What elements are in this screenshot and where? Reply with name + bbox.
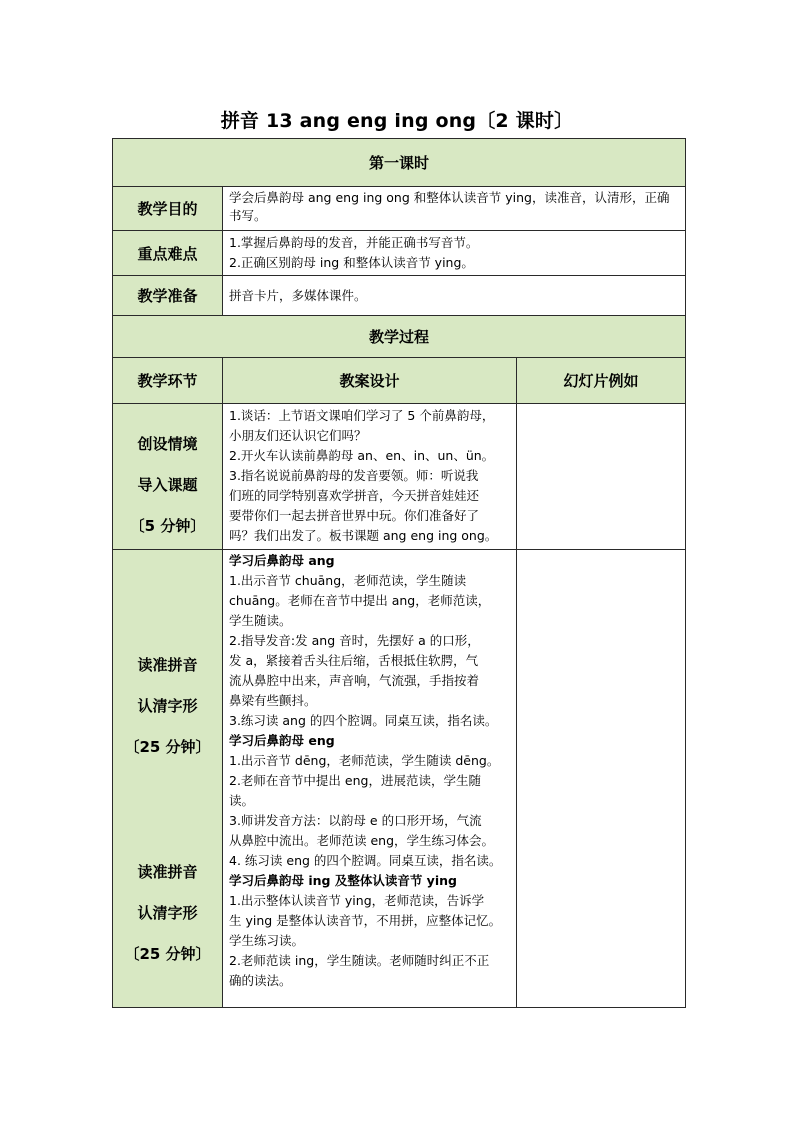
stage2-label-line: 认清字形	[137, 697, 198, 715]
stage1-slides	[517, 404, 686, 550]
stage2-line: 发 a，紧接着舌头往后缩，舌根抵住软腭，气	[229, 653, 479, 668]
stage1-content	[223, 404, 517, 550]
stage2-line: 确的读法。	[229, 973, 292, 988]
column-header-slides: 幻灯片例如	[517, 358, 686, 404]
stage2-line: 1.出示音节 chuāng，老师范读，学生随读	[229, 573, 467, 588]
stage1-line: 3.指名说说前鼻韵母的发音要领。师：听说我	[229, 468, 479, 483]
stage1-line: 吗？我们出发了。板书课题 ang eng ing ong。	[229, 528, 498, 543]
section-heading-eng: 学习后鼻韵母 eng	[229, 733, 335, 748]
stage2-line: 2.老师范读 ing，学生随读。老师随时纠正不正	[229, 953, 490, 968]
stage1-label-line: 创设情境	[137, 435, 198, 453]
section-heading-ing: 学习后鼻韵母 ing 及整体认读音节 ying	[229, 873, 457, 888]
stage2-label-line: 认清字形	[137, 904, 198, 922]
stage2-content	[223, 550, 517, 1008]
process-header: 教学过程	[113, 316, 686, 358]
column-header-stage: 教学环节	[113, 358, 223, 404]
stage2-row	[113, 550, 686, 1008]
first-lesson-row	[113, 139, 686, 187]
prep-label: 教学准备	[113, 276, 223, 316]
stage2-line: 1.出示整体认读音节 ying，老师范读，告诉学	[229, 893, 485, 908]
stage2-label-line: 读准拼音	[137, 863, 198, 881]
stage1-line: 1.谈话：上节语文课咱们学习了 5 个前鼻韵母，	[229, 408, 495, 423]
stage2-label-line: 读准拼音	[137, 656, 198, 674]
stage2-line: 2.指导发音:发 ang 音时，先摆好 a 的口形，	[229, 633, 480, 648]
stage1-label	[113, 404, 223, 550]
stage1-label-line: 导入课题	[137, 476, 198, 494]
process-row	[113, 316, 686, 358]
page-title: 拼音 13 ang eng ing ong〔2 课时〕	[220, 110, 574, 132]
lesson-plan-table	[112, 138, 686, 1008]
first-lesson-header: 第一课时	[113, 139, 686, 187]
stage1-line: 们班的同学特别喜欢学拼音，今天拼音娃娃还	[229, 488, 480, 503]
objective-row	[113, 187, 686, 231]
stage1-line: 要带你们一起去拼音世界中玩。你们准备好了	[229, 508, 480, 523]
stage2-label-line: 〔25 分钟〕	[124, 945, 211, 963]
section-heading-ang: 学习后鼻韵母 ang	[229, 553, 335, 568]
stage2-slides	[517, 550, 686, 1008]
keypoint-line: 1.掌握后鼻韵母的发音，并能正确书写音节。	[229, 235, 479, 250]
keypoints-label: 重点难点	[113, 231, 223, 276]
stage2-line: 读。	[229, 793, 255, 808]
keypoints-text	[223, 231, 686, 276]
stage2-line: 流从鼻腔中出来，声音响，气流强，手指按着	[229, 673, 480, 688]
prep-text: 拼音卡片，多媒体课件。	[223, 276, 686, 316]
stage2-line: 生 ying 是整体认读音节，不用拼，应整体记忆。	[229, 913, 502, 928]
stage2-line: 学生练习读。	[229, 933, 305, 948]
prep-row	[113, 276, 686, 316]
stage2-line: chuāng。老师在音节中提出 ang，老师范读，	[229, 593, 491, 608]
stage2-line: 1.出示音节 dēng，老师范读，学生随读 dēng。	[229, 753, 500, 768]
stage2-line: 学生随读。	[229, 613, 292, 628]
stage1-label-line: 〔5 分钟〕	[129, 517, 206, 535]
keypoint-line: 2.正确区别韵母 ing 和整体认读音节 ying。	[229, 255, 474, 270]
stage2-line: 3.师讲发音方法：以韵母 e 的口形开场，气流	[229, 813, 482, 828]
stage1-line: 小朋友们还认识它们吗？	[229, 428, 367, 443]
objective-text: 学会后鼻韵母 ang eng ing ong 和整体认读音节 ying，读准音，认清形，正确书写。	[223, 187, 686, 231]
stage2-line: 4. 练习读 eng 的四个腔调。同桌互读，指名读。	[229, 853, 502, 868]
column-header-row	[113, 358, 686, 404]
stage2-label-line: 〔25 分钟〕	[124, 738, 211, 756]
stage2-label	[113, 550, 223, 1008]
stage2-line: 3.练习读 ang 的四个腔调。同桌互读，指名读。	[229, 713, 498, 728]
stage2-line: 从鼻腔中流出。老师范读 eng，学生练习体会。	[229, 833, 495, 848]
keypoints-row	[113, 231, 686, 276]
stage1-row	[113, 404, 686, 550]
stage2-line: 2.老师在音节中提出 eng，进展范读，学生随	[229, 773, 481, 788]
stage1-line: 2.开火车认读前鼻韵母 an、en、in、un、ün。	[229, 448, 495, 463]
column-header-design: 教案设计	[223, 358, 517, 404]
stage2-line: 鼻梁有些颤抖。	[229, 693, 317, 708]
objective-label: 教学目的	[113, 187, 223, 231]
